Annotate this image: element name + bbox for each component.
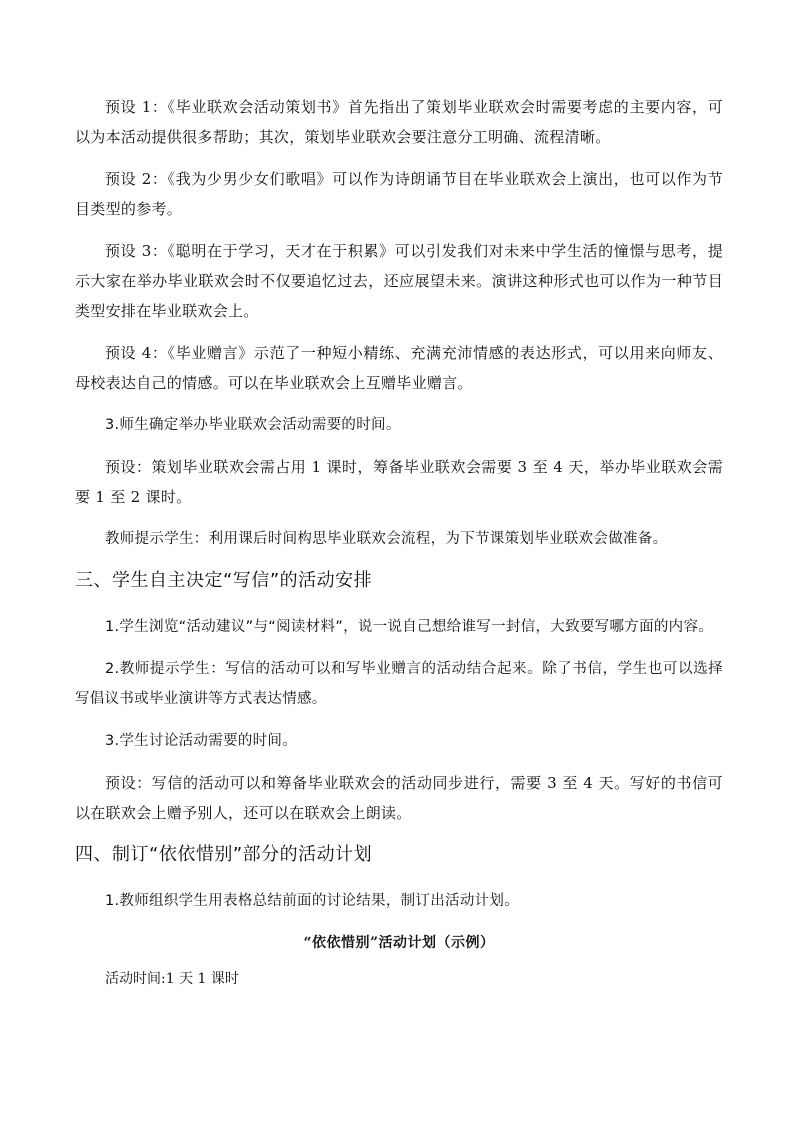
section-3-step-2: 2.教师提示学生：写信的活动可以和写毕业赠言的活动结合起来。除了书信，学生也可以选择写倡议书或毕业演讲等方式表达情感。 [75, 661, 723, 707]
section-3-heading: 三、学生自主决定“写信”的活动安排 [75, 570, 373, 591]
activity-time: 活动时间:1 天 1 课时 [105, 971, 239, 987]
preset-3-paragraph: 预设 3：《聪明在于学习，天才在于积累》可以引发我们对未来中学生活的憧憬与思考，提示大家在举办毕业联欢会时不仅要追忆过去，还应展望未来。演讲这种形式也可以作为一种节目类型安排在毕业联欢会上。 [75, 242, 723, 320]
teacher-tip-paragraph: 教师提示学生：利用课后时间构思毕业联欢会流程，为下节课策划毕业联欢会做准备。 [105, 531, 668, 547]
activity-plan-caption: “依依惜别”活动计划（示例） [303, 935, 495, 951]
preset-4-paragraph: 预设 4：《毕业赠言》示范了一种短小精练、充满充沛情感的表达形式，可以用来向师友、母校表达自己的情感。可以在毕业联欢会上互赠毕业赠言。 [75, 344, 723, 392]
step-3-time-paragraph: 3.师生确定举办毕业联欢会活动需要的时间。 [105, 417, 401, 433]
preset-1-paragraph: 预设 1：《毕业联欢会活动策划书》首先指出了策划毕业联欢会时需要考虑的主要内容，可以为本活动提供很多帮助；其次，策划毕业联欢会要注意分工明确、流程清晰。 [75, 98, 723, 146]
preset-2-paragraph: 预设 2：《我为少男少女们歌唱》可以作为诗朗诵节目在毕业联欢会上演出，也可以作为节目类型的参考。 [75, 170, 723, 218]
section-3-preset: 预设：写信的活动可以和筹备毕业联欢会的活动同步进行，需要 3 至 4 天。写好的书信可以在联欢会上赠予别人，还可以在联欢会上朗读。 [75, 774, 723, 822]
section-3-step-1: 1.学生浏览“活动建议”与“阅读材料”，说一说自己想给谁写一封信，大致要写哪方面的内容。 [105, 619, 714, 635]
section-4-step-1: 1.教师组织学生用表格总结前面的讨论结果，制订出活动计划。 [105, 893, 520, 909]
section-4-heading: 四、制订“依依惜别”部分的活动计划 [75, 844, 373, 865]
document-body [75, 92, 723, 994]
section-3-step-3: 3.学生讨论活动需要的时间。 [105, 733, 298, 749]
time-preset-paragraph: 预设：策划毕业联欢会需占用 1 课时，筹备毕业联欢会需要 3 至 4 天，举办毕业联欢会需要 1 至 2 课时。 [75, 458, 723, 506]
